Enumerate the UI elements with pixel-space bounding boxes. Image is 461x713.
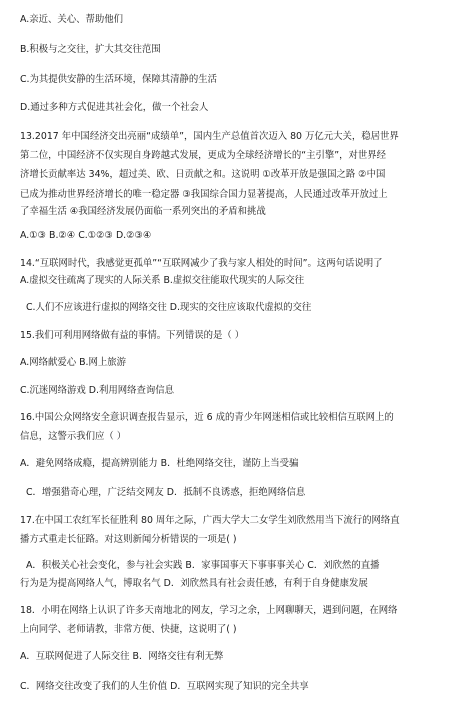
q12-option-d: D.通过多种方式促进其社会化，做一个社会人 bbox=[20, 102, 209, 113]
q14-options-ab: A.虚拟交往疏离了现实的人际关系 B.虚拟交往能取代现实的人际交往 bbox=[20, 275, 305, 286]
q17-options-line2: 行为是为提高网络人气，博取名气 D．刘欣然具有社会责任感，有利于自身健康发展 bbox=[20, 578, 368, 589]
q12-option-b: B.积极与之交往，扩大其交往范围 bbox=[20, 44, 161, 55]
q16-stem-line1: 16.中国公众网络安全意识调查报告显示，近 6 成的青少年网迷相信或比较相信互联网上的 bbox=[20, 412, 394, 423]
q13-options: A.①③ B.②④ C.①②③ D.②③④ bbox=[20, 230, 152, 241]
q17-stem-line2: 播方式重走长征路。对这则新闻分析错误的一项是( ) bbox=[20, 534, 237, 545]
q13-stem-line5: 了幸福生活 ④我国经济发展仍面临一系列突出的矛盾和挑战 bbox=[20, 206, 266, 217]
q14-stem: 14.“互联网时代，我感觉更孤单”“互联网减少了我与家人相处的时间”。这两句话说明了 bbox=[20, 258, 383, 269]
q18-options-cd: C．网络交往改变了我们的人生价值 D．互联网实现了知识的完全共享 bbox=[20, 681, 309, 692]
q12-option-c: C.为其提供安静的生活环境，保障其清静的生活 bbox=[20, 74, 218, 85]
q18-stem-line1: 18．小明在网络上认识了许多天南地北的网友，学习之余，上网聊聊天，遇到问题，在网络 bbox=[20, 605, 398, 616]
q15-stem: 15.我们可利用网络做有益的事情。下列错误的是（ ） bbox=[20, 330, 245, 341]
q18-stem-line2: 上向同学、老师请教，非常方便、快捷，这说明了( ) bbox=[20, 624, 237, 635]
q15-options-cd: C.沉迷网络游戏 D.利用网络查询信息 bbox=[20, 385, 174, 396]
q16-options-ab: A．避免网络成瘾，提高辨别能力 B．杜绝网络交往，谨防上当受骗 bbox=[20, 458, 299, 469]
q18-options-ab: A．互联网促进了人际交往 B．网络交往有利无弊 bbox=[20, 651, 224, 662]
q17-stem-line1: 17.在中国工农红军长征胜利 80 周年之际，广西大学大二女学生刘欣然用当下流行的网络直 bbox=[20, 515, 400, 526]
q15-options-ab: A.网络献爱心 B.网上旅游 bbox=[20, 357, 126, 368]
q12-option-a: A.亲近、关心、帮助他们 bbox=[20, 14, 123, 25]
q13-stem-line3: 济增长贡献率达 34%，超过美、欧、日贡献之和。这说明 ①改革开放是强国之路 ②中国 bbox=[20, 169, 386, 180]
q16-options-cd: C．增强猎奇心理，广泛结交网友 D．抵制不良诱惑，拒绝网络信息 bbox=[26, 487, 306, 498]
q13-stem-line1: 13.2017 年中国经济交出亮丽“成绩单”，国内生产总值首次迈入 80 万亿元大关，稳居世界 bbox=[20, 131, 399, 142]
q17-options-line1: A．积极关心社会变化，参与社会实践 B．家事国事天下事事事关心 C．刘欣然的直播 bbox=[26, 560, 380, 571]
q16-stem-line2: 信息，这警示我们应（ ） bbox=[20, 431, 127, 442]
q14-options-cd: C.人们不应该进行虚拟的网络交往 D.现实的交往应该取代虚拟的交往 bbox=[26, 302, 312, 313]
q13-stem-line2: 第二位，中国经济不仅实现自身跨越式发展，更成为全球经济增长的“主引擎”，对世界经 bbox=[20, 150, 386, 161]
q13-stem-line4: 已成为推动世界经济增长的唯一稳定器 ③我国综合国力显著提高，人民通过改革开放过上 bbox=[20, 189, 388, 200]
